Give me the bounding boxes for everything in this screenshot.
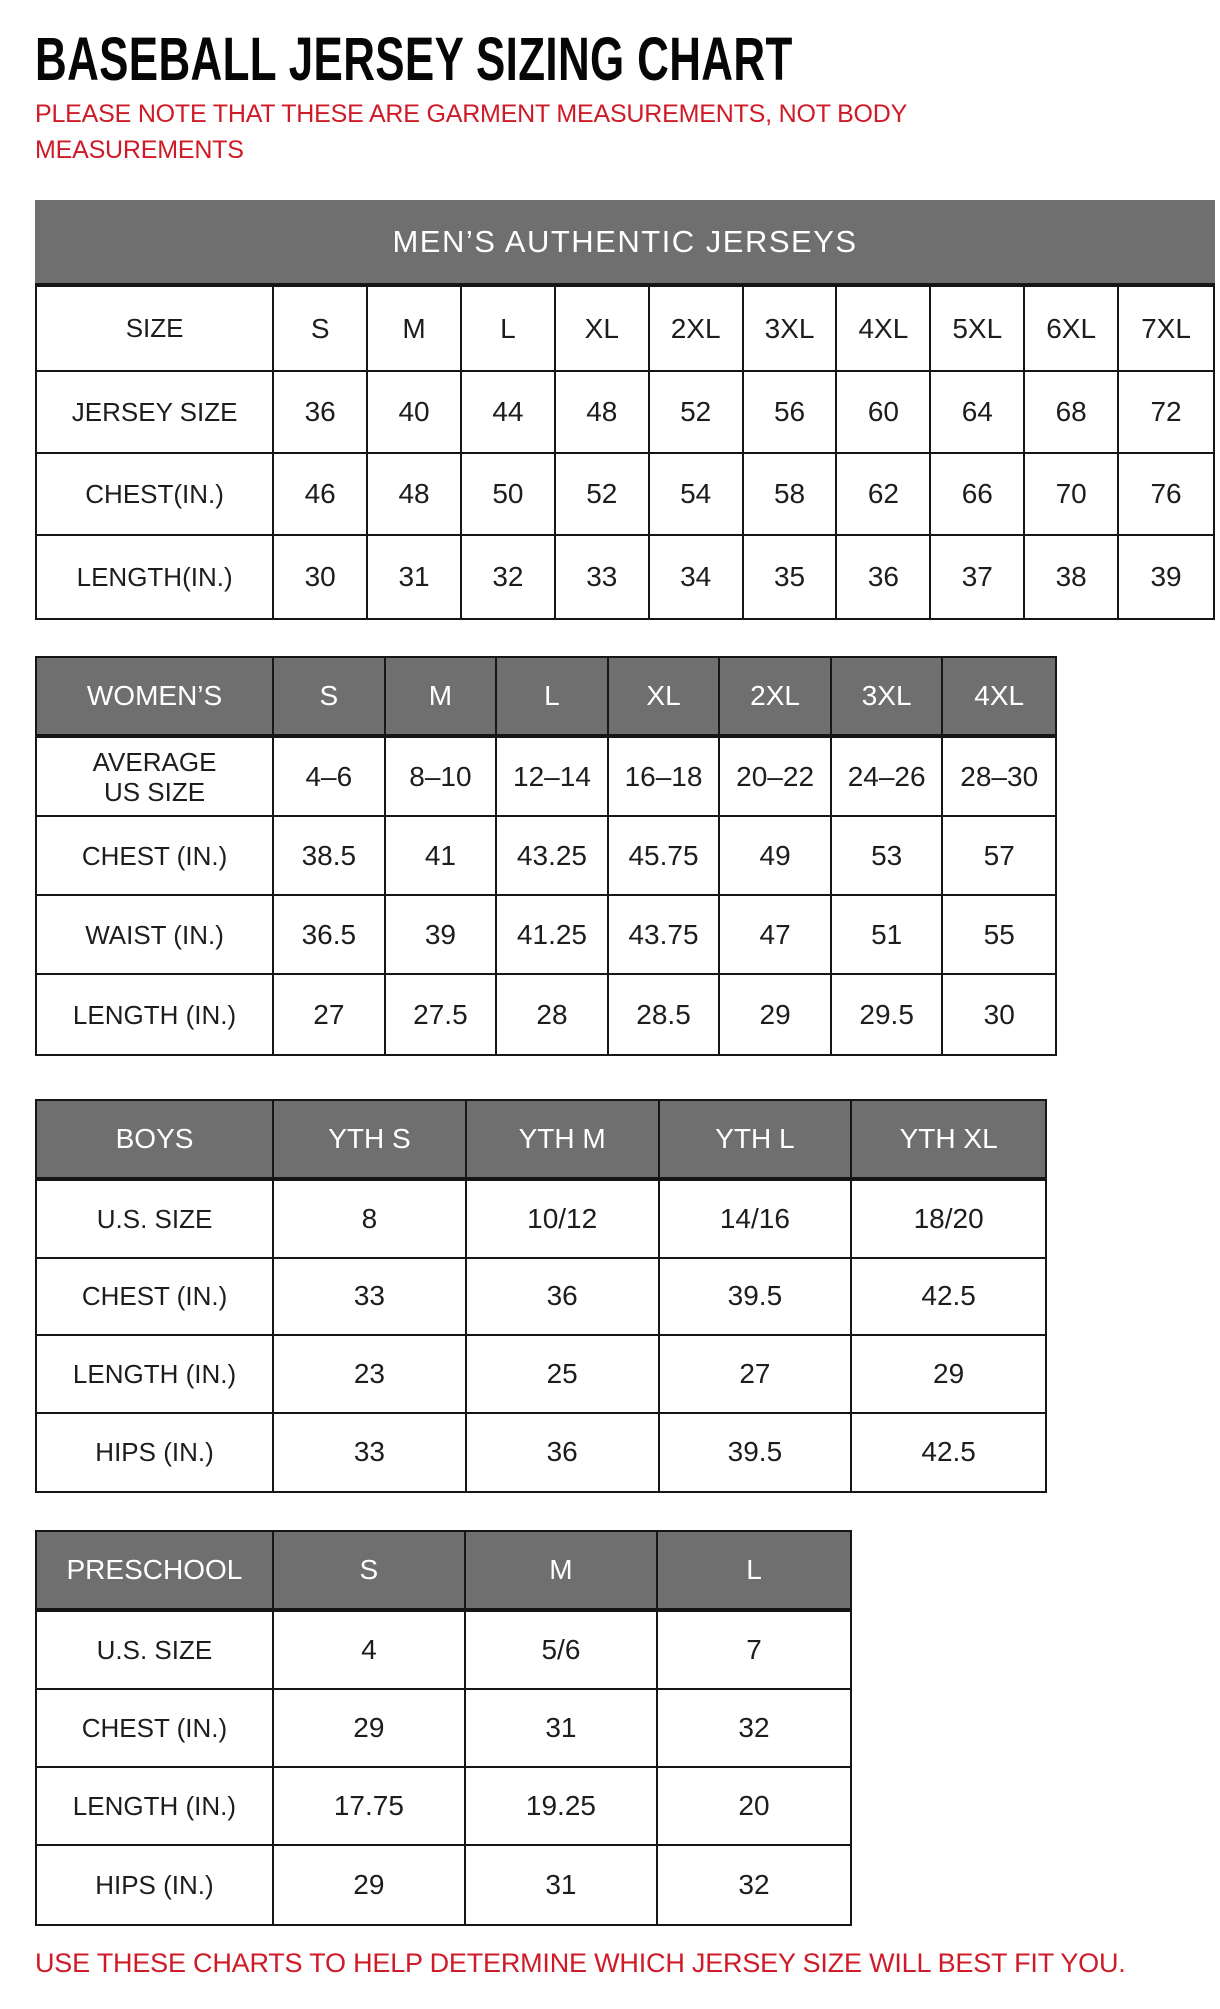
row-label-cell <box>37 454 274 536</box>
mens-column-header: S <box>274 287 368 372</box>
row-label-cell <box>37 975 274 1054</box>
size-value-cell: 36 <box>467 1259 660 1337</box>
womens-data-row <box>37 896 1055 975</box>
size-value-cell: 4–6 <box>274 738 386 817</box>
womens-column-header: 2XL <box>720 658 832 738</box>
row-label-cell <box>37 1690 274 1768</box>
row-label: CHEST (IN.) <box>81 1281 228 1312</box>
womens-header-row <box>37 658 1055 738</box>
mens-data-row <box>37 454 1213 536</box>
size-value-cell: 32 <box>462 536 556 618</box>
womens-column-header: 3XL <box>832 658 944 738</box>
preschool-column-header: M <box>466 1532 658 1612</box>
size-value-cell: 32 <box>658 1690 850 1768</box>
size-value-cell: 39.5 <box>660 1259 853 1337</box>
size-value-cell: 49 <box>720 817 832 896</box>
size-value-cell: 34 <box>650 536 744 618</box>
size-value-cell: 70 <box>1025 454 1119 536</box>
size-value-cell: 8 <box>274 1181 467 1259</box>
mens-column-header: 4XL <box>837 287 931 372</box>
size-value-cell: 33 <box>556 536 650 618</box>
mens-corner-header: SIZE <box>37 287 274 372</box>
size-value-cell: 43.25 <box>497 817 609 896</box>
size-value-cell: 29 <box>274 1690 466 1768</box>
row-label-cell <box>37 1612 274 1690</box>
row-label: AVERAGE US SIZE <box>92 746 217 807</box>
size-value-cell: 20 <box>658 1768 850 1846</box>
boys-table <box>35 1099 1047 1493</box>
row-label-cell <box>37 1768 274 1846</box>
size-value-cell: 28–30 <box>943 738 1055 817</box>
page-title: BASEBALL JERSEY SIZING CHART <box>35 25 793 93</box>
mens-column-header: 2XL <box>650 287 744 372</box>
size-value-cell: 40 <box>368 372 462 454</box>
size-value-cell: 14/16 <box>660 1181 853 1259</box>
size-value-cell: 52 <box>650 372 744 454</box>
size-value-cell: 48 <box>556 372 650 454</box>
size-value-cell: 35 <box>744 536 838 618</box>
size-value-cell: 42.5 <box>852 1259 1045 1337</box>
size-value-cell: 50 <box>462 454 556 536</box>
boys-header-row <box>37 1101 1045 1181</box>
size-tables <box>35 200 1220 1926</box>
size-value-cell: 38.5 <box>274 817 386 896</box>
size-value-cell: 5/6 <box>466 1612 658 1690</box>
size-value-cell: 55 <box>943 896 1055 975</box>
mens-table <box>35 200 1215 620</box>
mens-column-header: 6XL <box>1025 287 1119 372</box>
preschool-column-header: L <box>658 1532 850 1612</box>
size-value-cell: 64 <box>931 372 1025 454</box>
row-label-cell <box>37 896 274 975</box>
boys-column-header: YTH XL <box>852 1101 1045 1181</box>
size-value-cell: 24–26 <box>832 738 944 817</box>
preschool-data-row <box>37 1690 850 1768</box>
preschool-table-grid <box>35 1530 852 1926</box>
row-label: LENGTH (IN.) <box>72 1358 237 1389</box>
size-value-cell: 28.5 <box>609 975 721 1054</box>
mens-column-header: 3XL <box>744 287 838 372</box>
row-label: CHEST(IN.) <box>85 479 224 509</box>
size-value-cell: 25 <box>467 1336 660 1414</box>
size-value-cell: 41 <box>386 817 498 896</box>
row-label-cell <box>37 1181 274 1259</box>
size-value-cell: 23 <box>274 1336 467 1414</box>
size-value-cell: 68 <box>1025 372 1119 454</box>
size-value-cell: 27 <box>274 975 386 1054</box>
size-value-cell: 31 <box>466 1846 658 1924</box>
size-value-cell: 42.5 <box>852 1414 1045 1492</box>
boys-data-row <box>37 1259 1045 1337</box>
size-value-cell: 31 <box>368 536 462 618</box>
size-value-cell: 20–22 <box>720 738 832 817</box>
size-value-cell: 12–14 <box>497 738 609 817</box>
size-value-cell: 48 <box>368 454 462 536</box>
size-value-cell: 29 <box>852 1336 1045 1414</box>
mens-data-row <box>37 372 1213 454</box>
preschool-table <box>35 1530 852 1926</box>
size-value-cell: 76 <box>1119 454 1213 536</box>
preschool-column-header: S <box>274 1532 466 1612</box>
size-value-cell: 31 <box>466 1690 658 1768</box>
boys-data-row <box>37 1181 1045 1259</box>
mens-column-header: 7XL <box>1119 287 1213 372</box>
size-value-cell: 33 <box>274 1414 467 1492</box>
boys-table-grid <box>35 1099 1047 1493</box>
size-value-cell: 62 <box>837 454 931 536</box>
row-label-cell <box>37 1336 274 1414</box>
size-value-cell: 32 <box>658 1846 850 1924</box>
row-label-cell <box>37 536 274 618</box>
row-label-cell <box>37 372 274 454</box>
mens-column-header: XL <box>556 287 650 372</box>
row-label: LENGTH (IN.) <box>72 1791 237 1821</box>
mens-column-header: M <box>368 287 462 372</box>
row-label: LENGTH (IN.) <box>72 999 237 1030</box>
womens-table-grid <box>35 656 1057 1056</box>
mens-table-grid <box>35 287 1215 620</box>
row-label-cell <box>37 738 274 817</box>
row-label: HIPS (IN.) <box>95 1437 214 1468</box>
size-value-cell: 41.25 <box>497 896 609 975</box>
size-value-cell: 51 <box>832 896 944 975</box>
womens-data-row <box>37 817 1055 896</box>
size-value-cell: 39 <box>1119 536 1213 618</box>
size-value-cell: 46 <box>274 454 368 536</box>
boys-column-header: YTH M <box>467 1101 660 1181</box>
row-label-cell <box>37 817 274 896</box>
womens-column-header: L <box>497 658 609 738</box>
size-value-cell: 45.75 <box>609 817 721 896</box>
size-value-cell: 60 <box>837 372 931 454</box>
preschool-header-row <box>37 1532 850 1612</box>
preschool-data-row <box>37 1612 850 1690</box>
size-value-cell: 28 <box>497 975 609 1054</box>
size-value-cell: 16–18 <box>609 738 721 817</box>
size-value-cell: 33 <box>274 1259 467 1337</box>
size-value-cell: 30 <box>274 536 368 618</box>
boys-data-row <box>37 1414 1045 1492</box>
size-value-cell: 7 <box>658 1612 850 1690</box>
size-value-cell: 27.5 <box>386 975 498 1054</box>
size-value-cell: 58 <box>744 454 838 536</box>
size-value-cell: 53 <box>832 817 944 896</box>
row-label: CHEST (IN.) <box>81 840 228 871</box>
size-value-cell: 19.25 <box>466 1768 658 1846</box>
measurement-note: PLEASE NOTE THAT THESE ARE GARMENT MEASUREMENTS, NOT BODY MEASUREMENTS <box>35 100 907 164</box>
boys-column-header: YTH L <box>660 1101 853 1181</box>
mens-data-row <box>37 536 1213 618</box>
row-label-cell <box>37 1259 274 1337</box>
mens-table-title: MEN’S AUTHENTIC JERSEYS <box>35 200 1215 287</box>
size-value-cell: 29 <box>274 1846 466 1924</box>
womens-column-header: 4XL <box>943 658 1055 738</box>
size-value-cell: 47 <box>720 896 832 975</box>
size-value-cell: 38 <box>1025 536 1119 618</box>
womens-column-header: S <box>274 658 386 738</box>
size-value-cell: 8–10 <box>386 738 498 817</box>
size-value-cell: 52 <box>556 454 650 536</box>
preschool-data-row <box>37 1846 850 1924</box>
size-value-cell: 66 <box>931 454 1025 536</box>
row-label: U.S. SIZE <box>96 1635 213 1665</box>
size-value-cell: 29.5 <box>832 975 944 1054</box>
size-value-cell: 44 <box>462 372 556 454</box>
row-label-cell <box>37 1846 274 1924</box>
row-label: WAIST (IN.) <box>85 919 224 950</box>
mens-header-row <box>37 287 1213 372</box>
boys-corner-header: BOYS <box>37 1101 274 1181</box>
size-value-cell: 72 <box>1119 372 1213 454</box>
row-label: HIPS (IN.) <box>95 1870 214 1900</box>
womens-corner-header: WOMEN’S <box>37 658 274 738</box>
size-value-cell: 37 <box>931 536 1025 618</box>
size-value-cell: 10/12 <box>467 1181 660 1259</box>
size-value-cell: 36 <box>837 536 931 618</box>
womens-column-header: XL <box>609 658 721 738</box>
boys-column-header: YTH S <box>274 1101 467 1181</box>
size-value-cell: 39 <box>386 896 498 975</box>
size-value-cell: 56 <box>744 372 838 454</box>
mens-column-header: 5XL <box>931 287 1025 372</box>
size-value-cell: 4 <box>274 1612 466 1690</box>
row-label: CHEST (IN.) <box>81 1713 228 1743</box>
row-label: JERSEY SIZE <box>71 397 238 427</box>
size-value-cell: 18/20 <box>852 1181 1045 1259</box>
row-label: LENGTH(IN.) <box>76 562 233 592</box>
boys-data-row <box>37 1336 1045 1414</box>
size-value-cell: 30 <box>943 975 1055 1054</box>
womens-data-row <box>37 975 1055 1054</box>
womens-column-header: M <box>386 658 498 738</box>
size-value-cell: 36.5 <box>274 896 386 975</box>
footer-note: USE THESE CHARTS TO HELP DETERMINE WHICH JERSEY SIZE WILL BEST FIT YOU. <box>35 1948 1126 1978</box>
size-value-cell: 57 <box>943 817 1055 896</box>
size-value-cell: 29 <box>720 975 832 1054</box>
size-value-cell: 39.5 <box>660 1414 853 1492</box>
size-value-cell: 36 <box>274 372 368 454</box>
womens-table <box>35 656 1057 1056</box>
row-label-cell <box>37 1414 274 1492</box>
size-value-cell: 27 <box>660 1336 853 1414</box>
size-value-cell: 17.75 <box>274 1768 466 1846</box>
preschool-corner-header: PRESCHOOL <box>37 1532 274 1612</box>
mens-column-header: L <box>462 287 556 372</box>
preschool-data-row <box>37 1768 850 1846</box>
size-value-cell: 36 <box>467 1414 660 1492</box>
row-label: U.S. SIZE <box>96 1203 213 1234</box>
size-value-cell: 43.75 <box>609 896 721 975</box>
womens-data-row <box>37 738 1055 817</box>
size-value-cell: 54 <box>650 454 744 536</box>
